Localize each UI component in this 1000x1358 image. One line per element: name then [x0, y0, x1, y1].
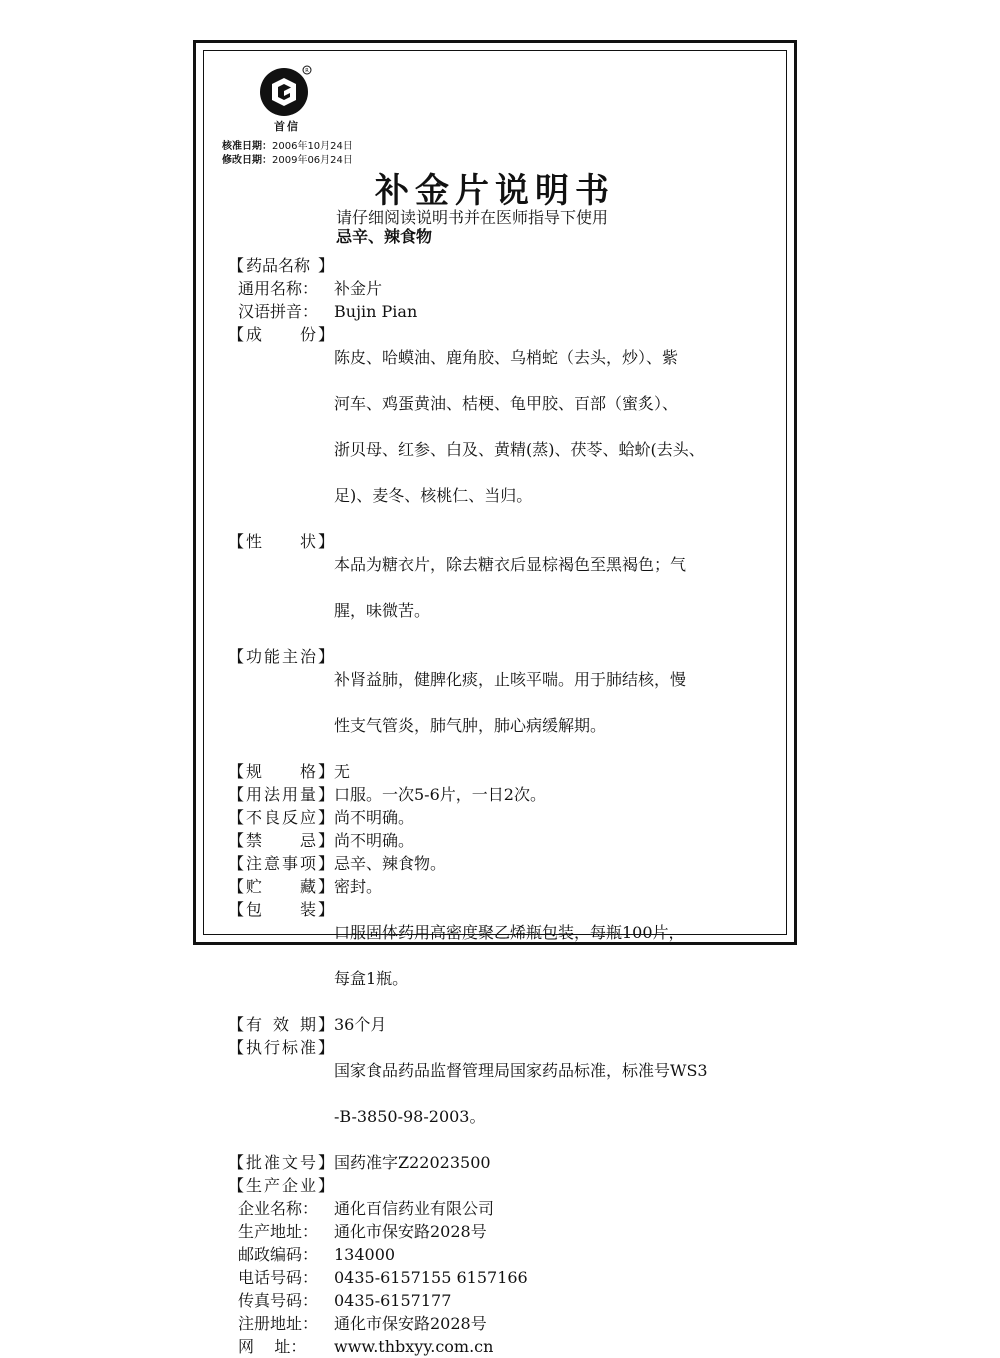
section-contraindications: 【 禁 忌 】 尚不明确。 — [228, 829, 776, 852]
value-line: 陈皮、哈蟆油、鹿角胶、乌梢蛇（去头，炒）、紫 — [334, 348, 679, 367]
field-label: 电话号码： — [238, 1268, 319, 1287]
field-company-name — [228, 1197, 776, 1220]
value-line: 性支气管炎，肺气肿，肺心病缓解期。 — [334, 716, 607, 735]
section-label: 有 效 期 — [246, 1015, 316, 1034]
section-value — [334, 530, 776, 645]
field-label: 通用名称： — [238, 279, 319, 298]
field-value: 通化市保安路2028号 — [334, 1314, 487, 1333]
section-indications: 【 功 能 主 治 】 补肾益肺，健脾化痰，止咳平喘。用于肺结核，慢 性支气管炎，肺气肿，肺心病缓解期。 — [228, 645, 776, 760]
section-value: 36个月 — [334, 1015, 387, 1034]
field-value: www.thbxyy.com.cn — [334, 1337, 494, 1356]
value-line: 本品为糖衣片，除去糖衣后显棕褐色至黑褐色；气 — [334, 555, 687, 574]
field-value: 134000 — [334, 1245, 396, 1264]
section-label: 批 准 文 号 — [246, 1153, 316, 1172]
value-line: 浙贝母、红参、白及、黄精(蒸)、茯苓、蛤蚧(去头、 — [334, 440, 705, 459]
section-value: 无 — [334, 762, 351, 781]
section-dosage: 【 用 法 用 量 】 口服。一次5-6片，一日2次。 — [228, 783, 776, 806]
page-title: 补金片说明书 — [375, 171, 615, 211]
section-label: 注 意 事 项 — [246, 854, 316, 873]
field-production-address — [228, 1220, 776, 1243]
section-value — [334, 645, 776, 760]
section-label: 成 份 — [246, 325, 316, 344]
section-value — [334, 1036, 776, 1151]
section-label: 功 能 主 治 — [246, 647, 316, 666]
usage-notice: 请仔细阅读说明书并在医师指导下使用 — [336, 208, 609, 227]
field-website — [228, 1335, 776, 1358]
section-label: 性 状 — [246, 532, 316, 551]
section-drug-name: 【 药品名称 】 — [228, 256, 334, 275]
value-line: 国家食品药品监督管理局国家药品标准，标准号WS3 — [334, 1061, 708, 1080]
svg-text:R: R — [305, 68, 309, 74]
field-label: 企业名称： — [238, 1199, 319, 1218]
section-value: 尚不明确。 — [334, 831, 415, 850]
section-label: 包 装 — [246, 900, 316, 919]
section-adverse: 【 不 良 反 应 】 尚不明确。 — [228, 806, 776, 829]
value-line: 口服固体药用高密度聚乙烯瓶包装，每瓶100片， — [334, 923, 685, 942]
revision-date-label: 修改日期： — [222, 155, 272, 166]
diet-notice: 忌辛、辣食物 — [336, 227, 433, 246]
section-value: 口服。一次5-6片，一日2次。 — [334, 785, 546, 804]
section-standard: 【 执 行 标 准 】 国家食品药品监督管理局国家药品标准，标准号WS3 -B-3850-98-2003。 — [228, 1036, 776, 1151]
value-line: -B-3850-98-2003。 — [334, 1107, 486, 1126]
section-manufacturer: 【 生 产 企 业 】 — [228, 1176, 334, 1195]
field-pinyin — [228, 300, 776, 323]
field-value: 通化市保安路2028号 — [334, 1222, 487, 1241]
field-label: 汉语拼音： — [238, 302, 319, 321]
section-label: 生 产 企 业 — [246, 1176, 316, 1195]
field-value: 补金片 — [334, 279, 383, 298]
revision-date: 2009年06月24日 — [272, 155, 353, 166]
field-value: 通化百信药业有限公司 — [334, 1199, 495, 1218]
section-description: 【 性 状 】 本品为糖衣片，除去糖衣后显棕褐色至黑褐色；气 腥，味微苦。 — [228, 530, 776, 645]
field-fax — [228, 1289, 776, 1312]
company-logo-icon — [258, 64, 312, 118]
value-line: 补肾益肺，健脾化痰，止咳平喘。用于肺结核，慢 — [334, 670, 687, 689]
section-specification: 【 规 格 】 无 — [228, 760, 776, 783]
section-label: 不 良 反 应 — [246, 808, 316, 827]
field-phone — [228, 1266, 776, 1289]
section-package: 【 包 装 】 口服固体药用高密度聚乙烯瓶包装，每瓶100片， 每盒1瓶。 — [228, 898, 776, 1013]
section-label: 禁 忌 — [246, 831, 316, 850]
value-line: 河车、鸡蛋黄油、桔梗、龟甲胶、百部（蜜炙）、 — [334, 394, 679, 413]
section-approval-no: 【 批 准 文 号 】 国药准字Z22023500 — [228, 1151, 776, 1174]
value-line: 腥，味微苦。 — [334, 601, 431, 620]
section-label: 用 法 用 量 — [246, 785, 316, 804]
approval-date: 2006年10月24日 — [272, 141, 353, 152]
section-value — [334, 898, 776, 1013]
approval-date-line — [222, 137, 353, 152]
value-line: 足)、麦冬、核桃仁、当归。 — [334, 486, 533, 505]
section-ingredients: 【 成 份 】 陈皮、哈蟆油、鹿角胶、乌梢蛇（去头，炒）、紫 河车、鸡蛋黄油、桔梗、龟甲胶、百部（蜜炙）、 浙贝母、红参、白及、黄精(蒸)、茯苓、蛤蚧(去头、 足)、麦冬、核桃仁、当归。 — [228, 323, 776, 530]
approval-date-label: 核准日期： — [222, 141, 272, 152]
field-value: Bujin Pian — [334, 302, 418, 321]
section-value: 忌辛、辣食物。 — [334, 854, 447, 873]
field-registered-address — [228, 1312, 776, 1335]
section-value — [334, 323, 776, 530]
field-label: 网 址： — [238, 1337, 307, 1356]
section-value: 尚不明确。 — [334, 808, 415, 827]
value-line: 每盒1瓶。 — [334, 969, 409, 988]
field-label: 邮政编码： — [238, 1245, 319, 1264]
field-value: 0435-6157155 6157166 — [334, 1268, 528, 1287]
field-value: 0435-6157177 — [334, 1291, 452, 1310]
field-postal-code — [228, 1243, 776, 1266]
field-label: 传真号码： — [238, 1291, 319, 1310]
section-label: 规 格 — [246, 762, 316, 781]
leaflet-body — [228, 254, 776, 1358]
field-common-name — [228, 277, 776, 300]
section-value: 国药准字Z22023500 — [334, 1153, 491, 1172]
brand-name: 首信 — [274, 120, 300, 133]
section-precautions: 【 注 意 事 项 】 忌辛、辣食物。 — [228, 852, 776, 875]
section-value: 密封。 — [334, 877, 383, 896]
field-label: 生产地址： — [238, 1222, 319, 1241]
section-label: 药品名称 — [246, 256, 311, 275]
section-label: 贮 藏 — [246, 877, 316, 896]
field-label: 注册地址： — [238, 1314, 319, 1333]
section-validity: 【 有 效 期 】 36个月 — [228, 1013, 776, 1036]
section-storage: 【 贮 藏 】 密封。 — [228, 875, 776, 898]
section-label: 执 行 标 准 — [246, 1038, 316, 1057]
